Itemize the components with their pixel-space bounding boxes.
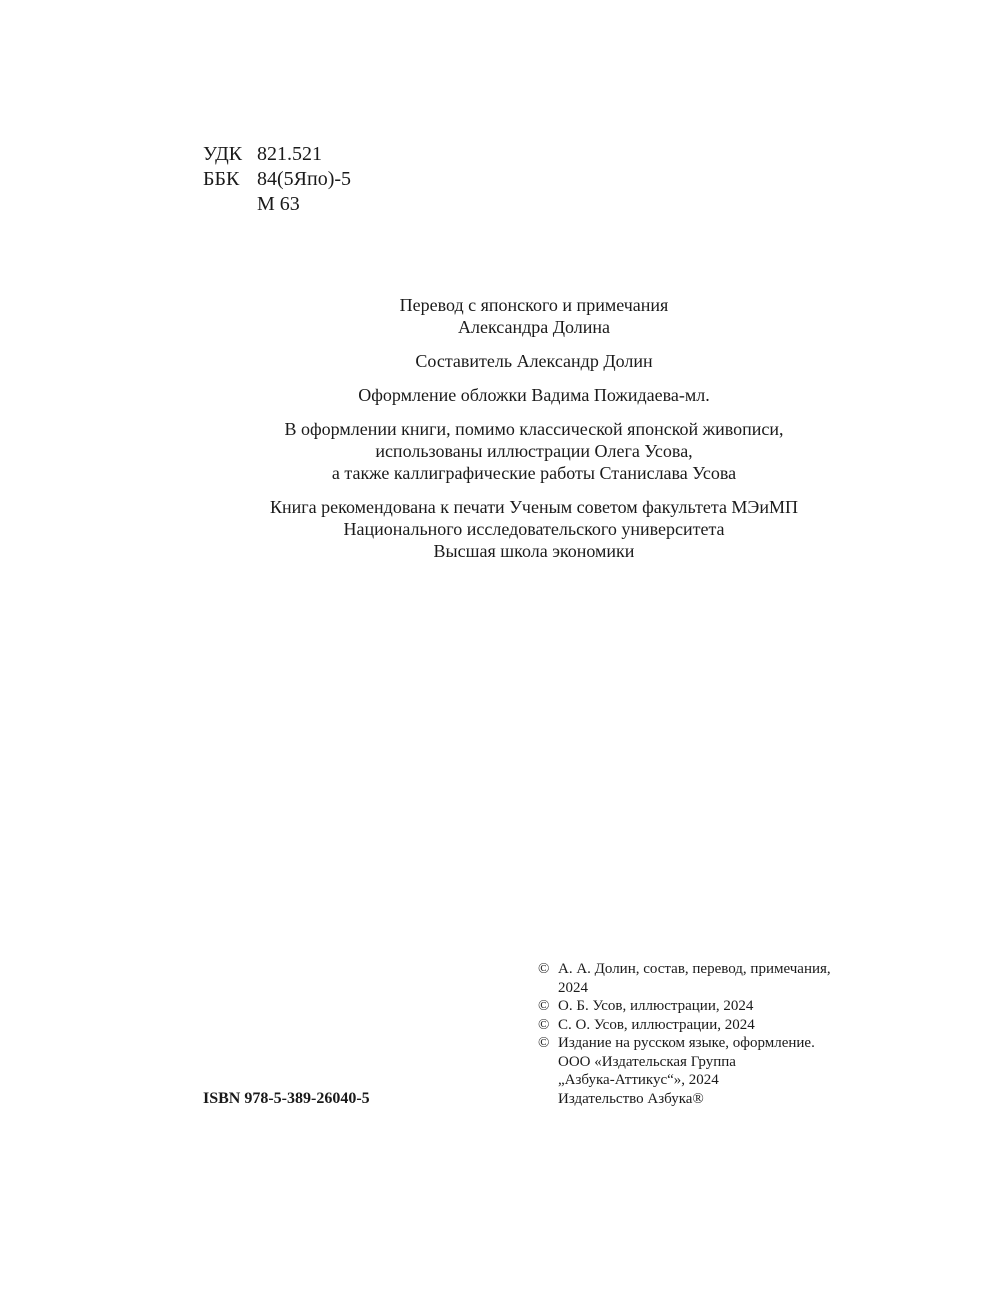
credit-line: Высшая школа экономики — [433, 541, 635, 561]
copyright-symbol: © — [538, 1035, 550, 1051]
copyright-entry — [538, 1016, 831, 1035]
credit-line: использованы иллюстрации Олега Усова, — [375, 441, 693, 461]
bbk-value: 84(5Япо)-5 — [257, 168, 352, 190]
copyright-block — [538, 960, 831, 1108]
copyright-entry — [538, 960, 831, 997]
cover-design-credit — [68, 384, 1000, 406]
credit-line: Перевод с японского и примечания — [399, 295, 669, 315]
copyright-line: А. А. Долин, состав, перевод, примечания, — [558, 961, 831, 977]
credit-line: Составитель Александр Долин — [415, 351, 653, 371]
credit-line: Книга рекомендована к печати Ученым советом факультета МЭиМП — [270, 497, 798, 517]
copyright-symbol: © — [538, 1016, 550, 1033]
author-mark-row — [203, 192, 351, 217]
udk-label: УДК — [203, 143, 243, 165]
copyright-line: 2024 — [558, 979, 588, 996]
udk-value: 821.521 — [257, 143, 322, 165]
copyright-symbol: © — [538, 998, 550, 1014]
copyright-line: Издание на русском языке, оформление. — [558, 1035, 815, 1051]
copyright-line: Издательство Азбука® — [558, 1090, 704, 1107]
copyright-entry — [538, 997, 831, 1016]
credit-line: Оформление обложки Вадима Пожидаева-мл. — [358, 385, 710, 405]
isbn-number: ISBN 978-5-389-26040-5 — [203, 1090, 370, 1107]
credit-line: Национального исследовательского университета — [343, 519, 725, 539]
copyright-line: С. О. Усов, иллюстрации, 2024 — [558, 1016, 755, 1033]
copyright-symbol: © — [538, 961, 550, 977]
bbk-row — [203, 167, 351, 192]
copyright-line: ООО «Издательская Группа — [558, 1053, 736, 1070]
compiler-credit — [68, 350, 1000, 372]
bbk-label: ББК — [203, 168, 240, 190]
credits-block — [0, 294, 1000, 574]
udk-row — [203, 142, 351, 167]
credit-line: Александра Долина — [457, 317, 611, 337]
illustrations-credit — [68, 418, 1000, 484]
author-mark-value: М 63 — [257, 193, 300, 215]
copyright-line: О. Б. Усов, иллюстрации, 2024 — [558, 998, 754, 1014]
copyright-entry — [538, 1034, 831, 1108]
recommendation-credit — [68, 496, 1000, 562]
classification-block — [203, 142, 351, 217]
credit-line: а также каллиграфические работы Станислава Усова — [331, 463, 737, 483]
translation-credit — [68, 294, 1000, 338]
credit-line: В оформлении книги, помимо классической японской живописи, — [284, 419, 784, 439]
author-mark-label — [203, 192, 257, 217]
copyright-line: „Азбука-Аттикус“», 2024 — [558, 1072, 719, 1088]
